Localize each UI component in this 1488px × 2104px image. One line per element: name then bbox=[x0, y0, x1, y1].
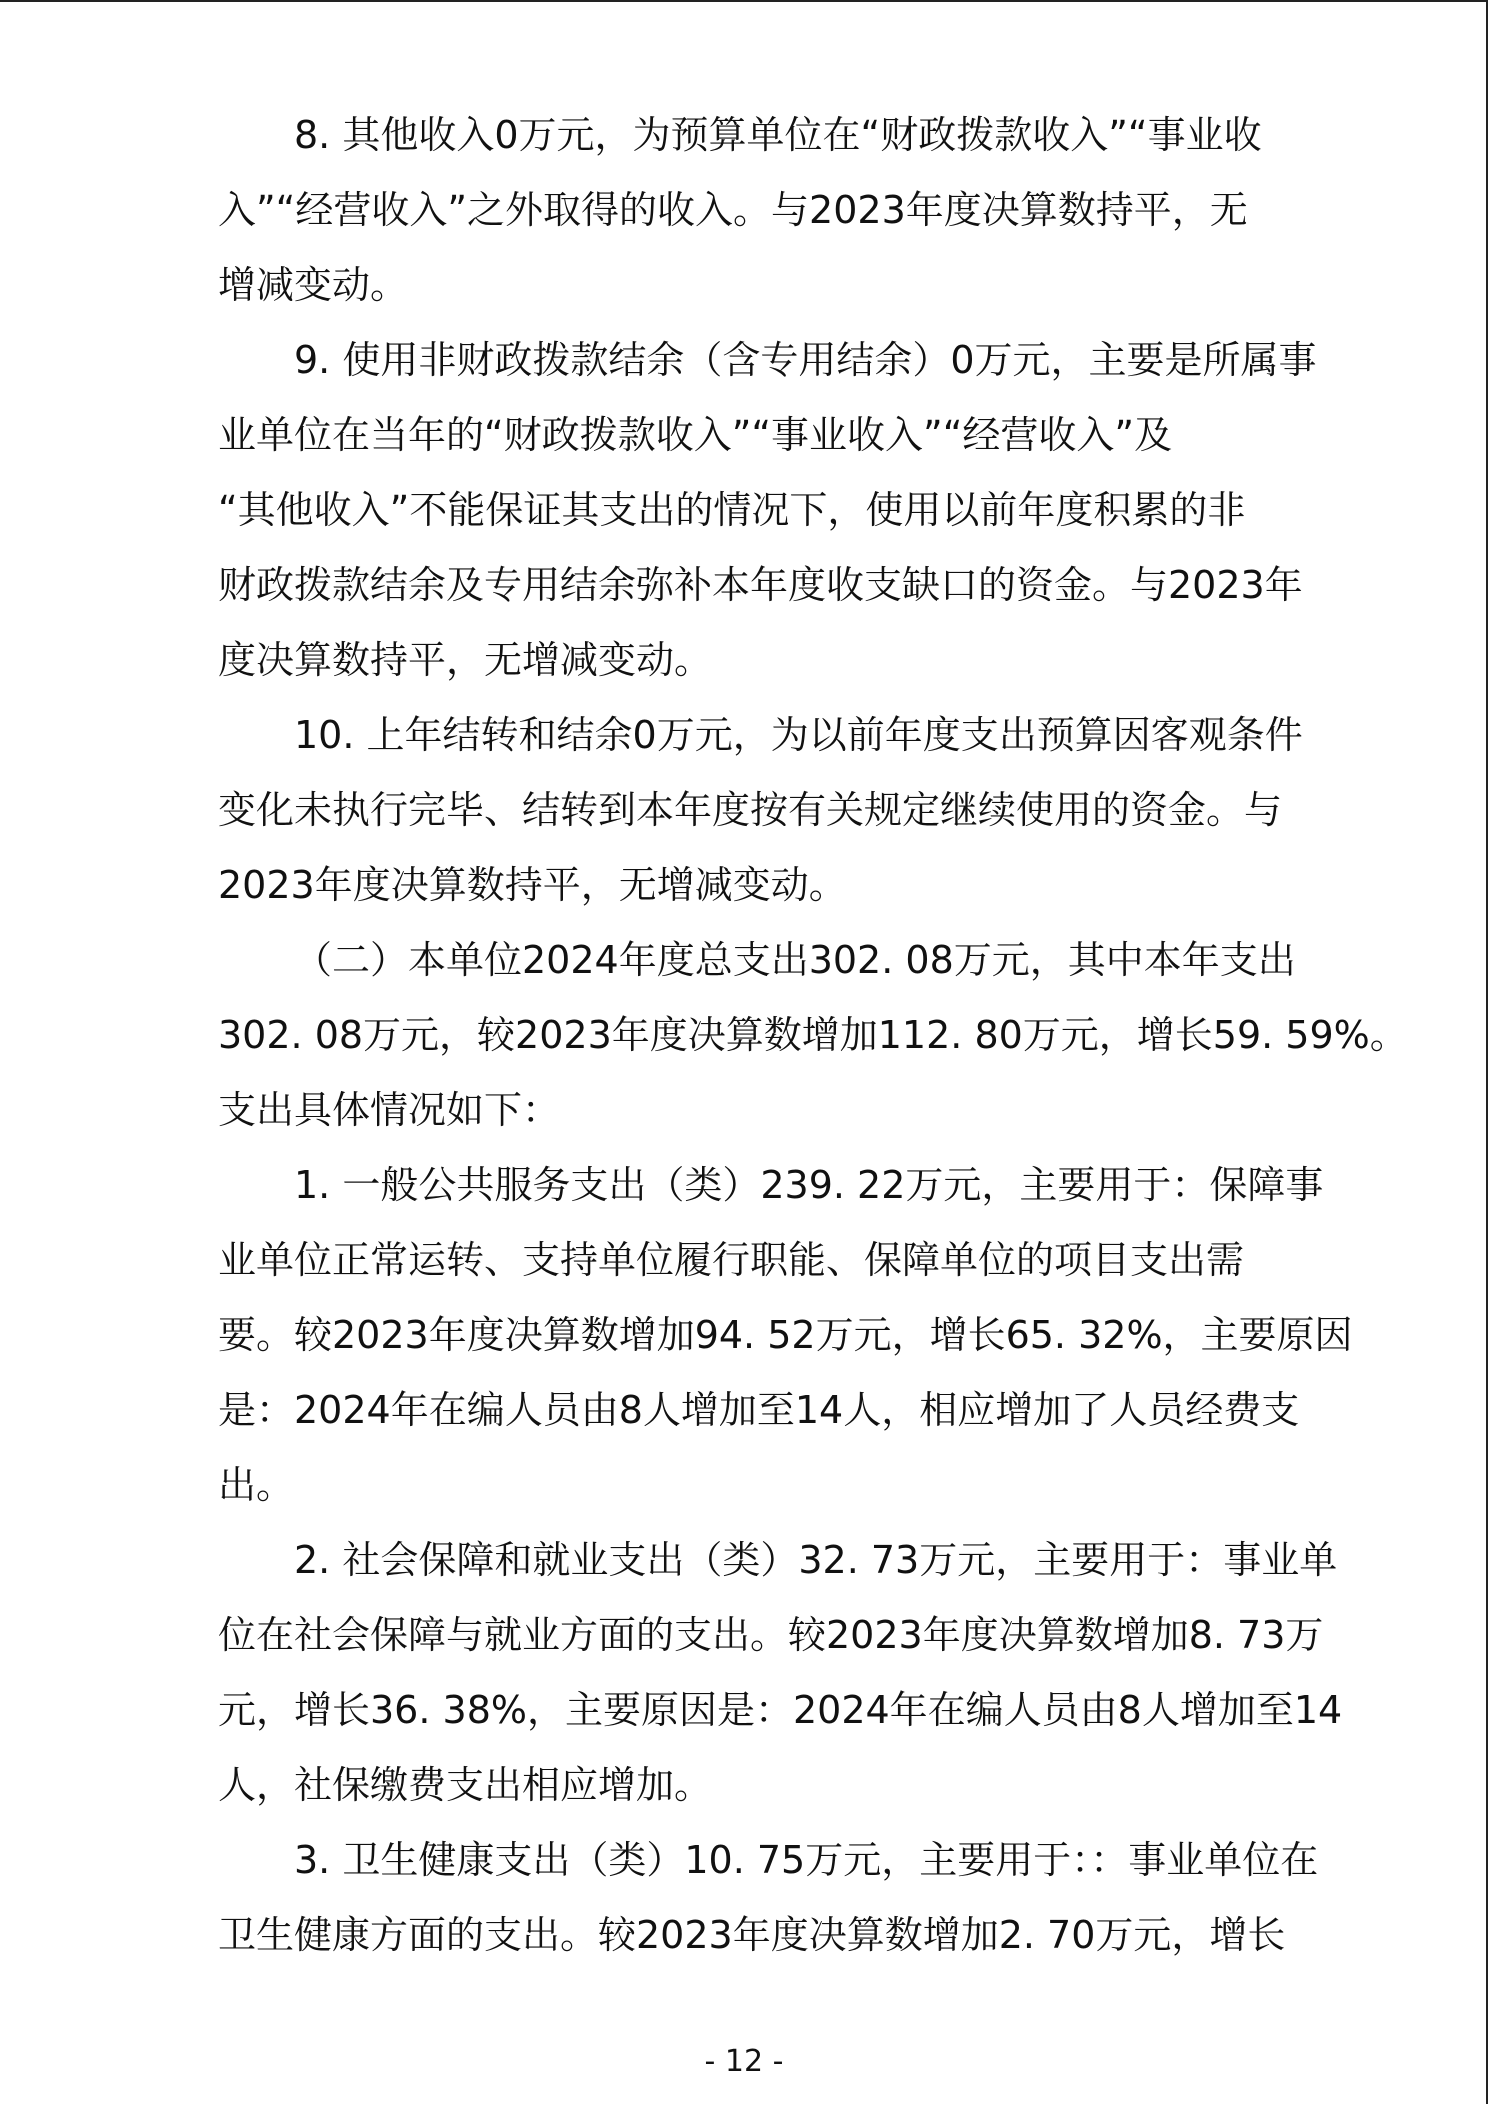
text-line-23: 人，社保缴费支出相应增加。 bbox=[218, 1763, 713, 1807]
text-line-11: 2023年度决算数持平，无增减变动。 bbox=[218, 863, 847, 907]
text-line-21: 位在社会保障与就业方面的支出。较2023年度决算数增加8. 73万 bbox=[218, 1613, 1324, 1657]
text-line-19: 出。 bbox=[218, 1463, 295, 1507]
text-line-13: 302. 08万元，较2023年度决算数增加112. 80万元，增长59. 59%。 bbox=[218, 1013, 1408, 1057]
text-line-5: 业单位在当年的“财政拨款收入”“事业收入”“经营收入”及 bbox=[218, 413, 1173, 457]
document-body bbox=[218, 98, 1408, 1973]
text-line-16: 业单位正常运转、支持单位履行职能、保障单位的项目支出需 bbox=[218, 1238, 1245, 1282]
text-line-20: 2. 社会保障和就业支出（类）32. 73万元，主要用于：事业单 bbox=[294, 1538, 1338, 1582]
text-line-1: 8. 其他收入0万元，为预算单位在“财政拨款收入”“事业收 bbox=[294, 113, 1262, 157]
text-line-15: 1. 一般公共服务支出（类）239. 22万元，主要用于：保障事 bbox=[294, 1163, 1324, 1207]
text-line-8: 度决算数持平，无增减变动。 bbox=[218, 638, 713, 682]
text-line-6: “其他收入”不能保证其支出的情况下，使用以前年度积累的非 bbox=[218, 488, 1246, 532]
page-number: - 12 - bbox=[704, 2044, 784, 2079]
text-line-14: 支出具体情况如下： bbox=[218, 1088, 561, 1132]
text-line-2: 入”“经营收入”之外取得的收入。与2023年度决算数持平，无 bbox=[218, 188, 1248, 232]
text-line-7: 财政拨款结余及专用结余弥补本年度收支缺口的资金。与2023年 bbox=[218, 563, 1303, 607]
text-line-25: 卫生健康方面的支出。较2023年度决算数增加2. 70万元，增长 bbox=[218, 1913, 1286, 1957]
text-line-9: 10. 上年结转和结余0万元，为以前年度支出预算因客观条件 bbox=[294, 713, 1303, 757]
text-line-22: 元，增长36. 38%，主要原因是：2024年在编人员由8人增加至14 bbox=[218, 1688, 1343, 1732]
text-line-12: （二）本单位2024年度总支出302. 08万元，其中本年支出 bbox=[294, 938, 1296, 982]
top-border-line bbox=[0, 0, 1488, 2]
text-line-24: 3. 卫生健康支出（类）10. 75万元，主要用于：：事业单位在 bbox=[294, 1838, 1319, 1882]
text-line-4: 9. 使用非财政拨款结余（含专用结余）0万元，主要是所属事 bbox=[294, 338, 1317, 382]
text-line-17: 要。较2023年度决算数增加94. 52万元，增长65. 32%，主要原因 bbox=[218, 1313, 1353, 1357]
text-line-18: 是：2024年在编人员由8人增加至14人，相应增加了人员经费支 bbox=[218, 1388, 1300, 1432]
text-line-3: 增减变动。 bbox=[218, 263, 409, 307]
text-line-10: 变化未执行完毕、结转到本年度按有关规定继续使用的资金。与 bbox=[218, 788, 1283, 832]
